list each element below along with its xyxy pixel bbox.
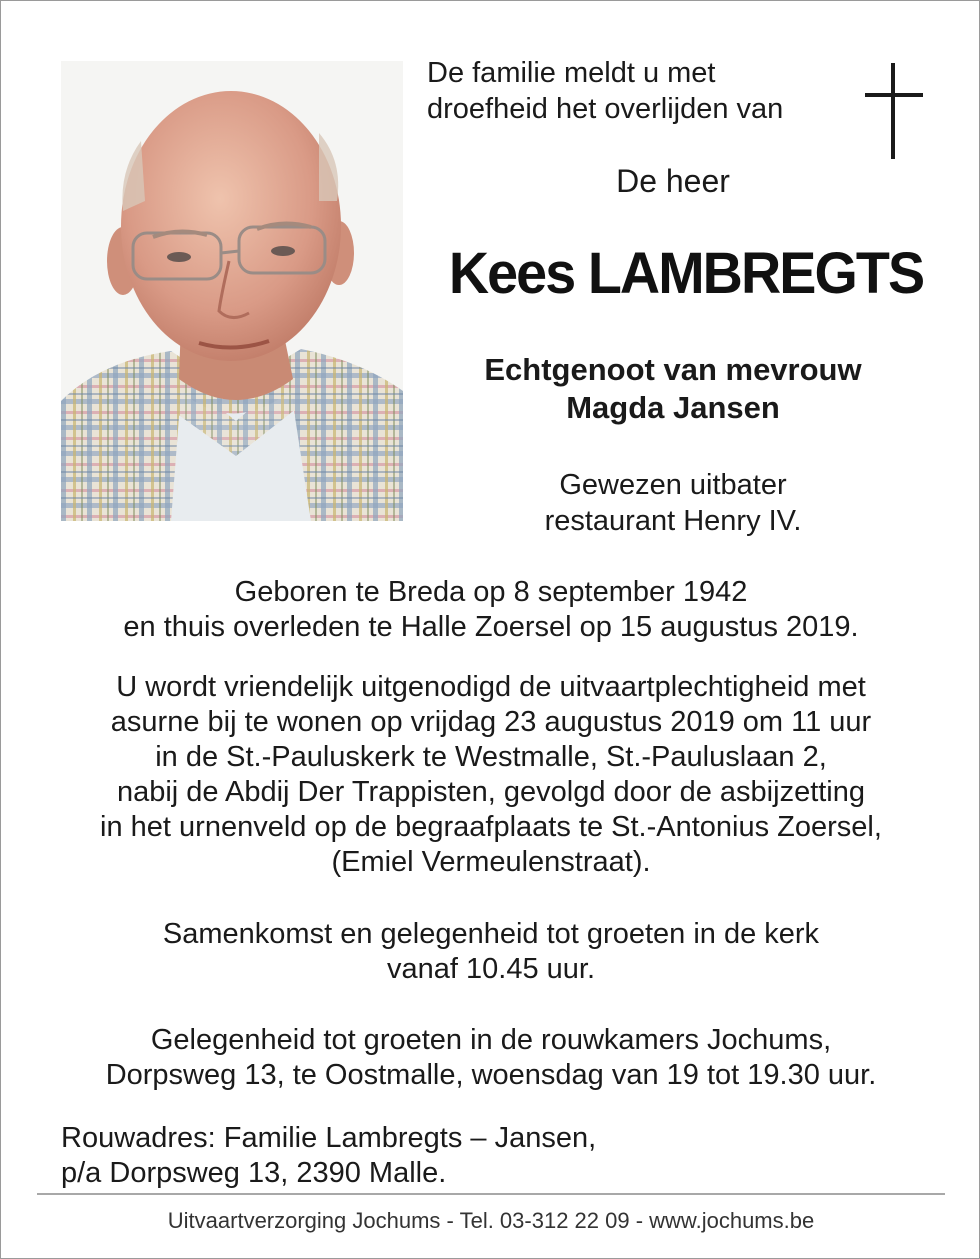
intro-text [427, 55, 783, 127]
funeral-line: in de St.-Pauluskerk te Westmalle, St.-Pauluslaan 2, [155, 741, 827, 773]
address-line: p/a Dorpsweg 13, 2390 Malle. [61, 1157, 447, 1189]
title-prefix: De heer [616, 163, 730, 199]
funeral-line: U wordt vriendelijk uitgenodigd de uitvaartplechtigheid met [116, 671, 866, 703]
birth-line: Geboren te Breda op 8 september 1942 [234, 576, 748, 608]
spouse-line: Echtgenoot van mevrouw [484, 352, 862, 387]
spouse-info [431, 351, 915, 427]
viewing-info [31, 1023, 951, 1093]
occupation-line: Gewezen uitbater [559, 469, 787, 501]
portrait-photo [61, 61, 403, 521]
birth-death-info [31, 575, 951, 645]
funeral-line: asurne bij te wonen op vrijdag 23 augustus 2019 om 11 uur [110, 706, 872, 738]
viewing-line: Gelegenheid tot groeten in de rouwkamers Jochums, [150, 1024, 832, 1056]
intro-line: droefheid het overlijden van [427, 93, 784, 125]
deceased-name: Kees LAMBREGTS [448, 241, 924, 306]
cross-icon [865, 63, 923, 159]
gathering-line: vanaf 10.45 uur. [387, 953, 595, 985]
funeral-line: in het urnenveld op de begraafplaats te St.-Antonius Zoersel, [100, 811, 882, 843]
spouse-name: Magda Jansen [566, 390, 780, 425]
occupation-info [521, 467, 825, 539]
divider [37, 1193, 945, 1195]
funeral-line: nabij de Abdij Der Trappisten, gevolgd door de asbijzetting [116, 776, 866, 808]
funeral-line: (Emiel Vermeulenstraat). [331, 846, 651, 878]
gathering-line: Samenkomst en gelegenheid tot groeten in de kerk [162, 918, 820, 950]
gathering-info [31, 917, 951, 987]
intro-line: De familie meldt u met [427, 57, 716, 89]
occupation-line: restaurant Henry IV. [544, 505, 802, 537]
footer-contact: Uitvaartverzorging Jochums - Tel. 03-312 22 09 - www.jochums.be [167, 1208, 815, 1233]
viewing-line: Dorpsweg 13, te Oostmalle, woensdag van 19 tot 19.30 uur. [105, 1059, 877, 1091]
mourning-address [61, 1121, 596, 1191]
funeral-info [31, 670, 951, 880]
address-line: Rouwadres: Familie Lambregts – Jansen, [61, 1122, 597, 1154]
death-line: en thuis overleden te Halle Zoersel op 15 augustus 2019. [123, 611, 859, 643]
